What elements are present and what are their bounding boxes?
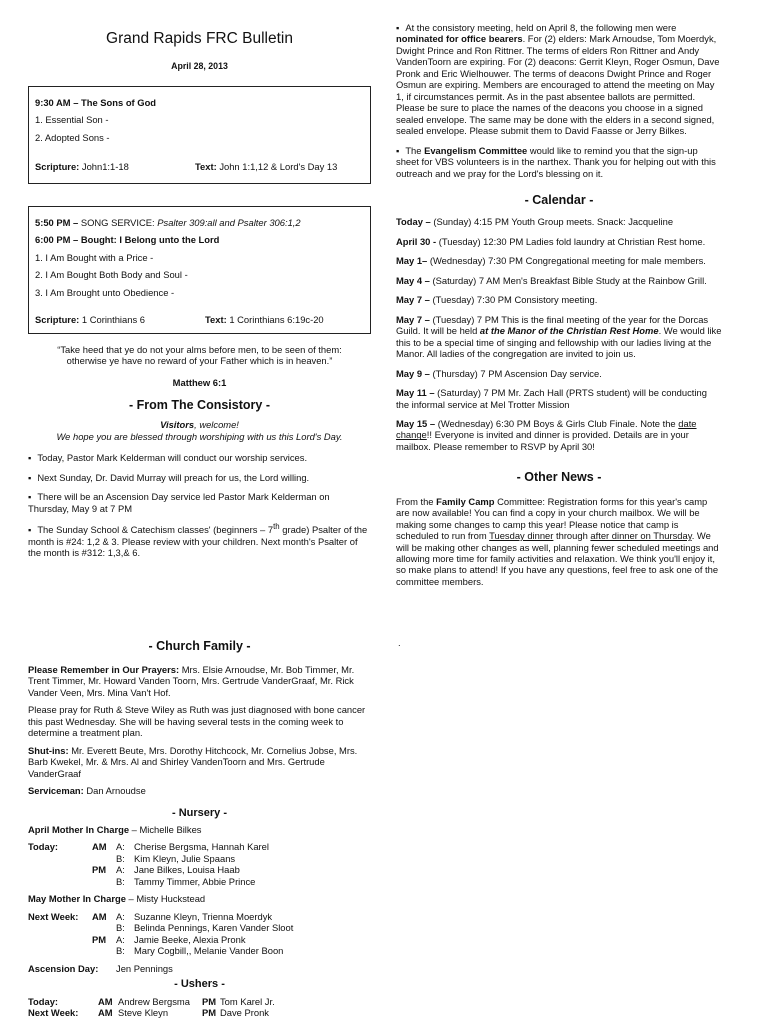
nursery-group: A:: [116, 933, 125, 945]
calendar-text: (Saturday) 7 AM Men's Breakfast Bible Study at the Rainbow Grill.: [429, 274, 707, 286]
nursery-names: Tammy Timmer, Abbie Prince: [134, 875, 256, 887]
scripture-label: Scripture:: [35, 313, 80, 325]
evening-point: 3. I Am Brought unto Obedience -: [35, 286, 175, 298]
evening-scripture: 1 Corinthians 6: [81, 313, 145, 325]
calendar-entry: [396, 418, 722, 452]
office-bearers-intro: At the consistory meeting, held on April 8, the following men were: [405, 22, 677, 33]
usher-name: Andrew Bergsma: [118, 995, 190, 1007]
ushers-shift: AM: [98, 1007, 113, 1018]
calendar-date: May 15 –: [396, 417, 436, 429]
camp-bold: Family Camp: [436, 495, 495, 507]
nursery-next-label: Next Week:: [28, 910, 79, 922]
nursery-names: Suzanne Kleyn, Trienna Moerdyk: [134, 910, 273, 922]
nursery-group: A:: [116, 841, 125, 853]
nursery-names: Belinda Pennings, Karen Vander Sloot: [134, 922, 294, 934]
calendar-entry: [396, 255, 722, 266]
ushers-shift: AM: [98, 995, 113, 1007]
sunday-school-sup: th: [273, 522, 280, 532]
evangelism-item: [396, 145, 722, 179]
shutins-paragraph: [28, 745, 371, 779]
calendar-date: May 9 –: [396, 367, 430, 379]
calendar-date: May 7 –: [396, 313, 430, 325]
calendar-text: (Tuesday) 12:30 PM Ladies fold laundry at Christian Rest home.: [436, 235, 706, 247]
morning-sermon-title: 9:30 AM – The Sons of God: [35, 96, 157, 108]
ruth-paragraph: Please pray for Ruth & Steve Wiley as Ruth was just diagnosed with bone cancer this past Wednesday. She will be having several tests in the coming week to determine a treatment plan.: [28, 704, 366, 739]
evening-point: 2. I Am Bought Both Body and Soul -: [35, 269, 188, 281]
office-bearers-bold: nominated for office bearers: [396, 33, 523, 45]
nursery-heading: - Nursery -: [171, 806, 228, 819]
list-item: ▪ Next Sunday, Dr. David Murray will preach for us, the Lord willing.: [28, 472, 371, 483]
calendar-text-rest: !! Everyone is invited and dinner is provided. Details are in your mailbox. Please remember to RSVP by April 30!: [396, 429, 689, 452]
scripture-label: Scripture:: [35, 161, 80, 173]
calendar-text: (Saturday) 7 PM Mr. Zach Hall (PRTS student) will be conducting the informal service at Mel Trotter Mission: [396, 387, 707, 410]
visitors-line: [28, 419, 371, 430]
evening-text: 1 Corinthians 6:19c-20: [229, 313, 324, 325]
morning-scripture: John1:1-18: [81, 161, 129, 173]
evening-sermon-title: 6:00 PM – Bought: I Belong unto the Lord: [35, 234, 220, 246]
visitors-welcome: , welcome!: [194, 419, 239, 431]
camp-underline: Tuesday dinner: [489, 530, 554, 542]
consistory-heading: - From The Consistory -: [129, 398, 270, 413]
nursery-shift: PM: [92, 864, 107, 876]
calendar-entry: [396, 314, 722, 360]
nursery-group: B:: [116, 852, 125, 864]
nursery-shift: [92, 876, 116, 887]
list-item: [28, 522, 371, 559]
evangelism-intro: The: [405, 144, 425, 156]
camp-text: . We will be making other changes as well, planning fewer scheduled meetings and allowing more time for family activities and relaxation. We think you'll enjoy it, so make plans to attend! If you have any questions, feel free to ask one of the committee members.: [396, 530, 719, 587]
song-time: 5:50 PM –: [35, 216, 79, 228]
nursery-names: Kim Kleyn, Julie Spaans: [134, 852, 236, 864]
bulletin-title: Grand Rapids FRC Bulletin: [106, 30, 293, 47]
nursery-shift: [92, 945, 116, 956]
evangelism-body: would like to remind you that the sign-up sheet for VBS volunteers is in the narthex. Thank you for helping out with this outreach and we pray for the Lord's blessing on it.: [396, 144, 716, 179]
text-label: Text:: [195, 161, 217, 173]
calendar-text: (Sunday) 4:15 PM Youth Group meets. Snack: Jacqueline: [430, 216, 674, 228]
morning-point: 2. Adopted Sons -: [35, 131, 110, 143]
nursery-shift: PM: [92, 933, 107, 945]
usher-name: Steve Kleyn: [118, 1007, 169, 1018]
evening-scripture-row: [35, 314, 364, 325]
consistory-list: [28, 452, 371, 558]
calendar-entry: [396, 294, 722, 305]
nursery-shift: [92, 853, 116, 864]
camp-text: through: [553, 530, 591, 542]
calendar-entry: [396, 275, 722, 286]
calendar-list: [396, 216, 722, 452]
prayers-label: Please Remember in Our Prayers:: [28, 663, 180, 675]
calendar-text: (Wednesday) 6:30 PM Boys & Girls Club Finale. Note the: [435, 417, 679, 429]
song-label: SONG SERVICE:: [80, 216, 155, 228]
verse-reference: Matthew 6:1: [172, 376, 227, 388]
serviceman-label: Serviceman:: [28, 785, 84, 797]
song-psalters: Psalter 309:all and Psalter 306:1,2: [157, 216, 301, 228]
camp-text: From the: [396, 495, 437, 507]
morning-scripture-row: [35, 161, 364, 172]
shutins-label: Shut-ins:: [28, 744, 69, 756]
list-item: ▪ There will be an Ascension Day service led Pastor Mark Kelderman on Thursday, May 9 at 7 PM: [28, 491, 371, 514]
sunday-school-text: The Sunday School & Catechism classes' (beginners – 7: [37, 524, 274, 536]
ascension-nursery-line: [28, 963, 371, 974]
nursery-group: A:: [116, 864, 125, 876]
calendar-text: (Thursday) 7 PM Ascension Day service.: [429, 367, 602, 379]
calendar-emphasis: at the Manor of the Christian Rest Home: [479, 325, 659, 337]
stray-mark: .: [398, 637, 401, 648]
ushers-grid: [28, 996, 371, 1019]
nursery-names: Cherise Bergsma, Hannah Karel: [134, 841, 269, 853]
family-camp-paragraph: [396, 496, 722, 588]
calendar-underline: date change: [396, 417, 697, 441]
right-bullets: [396, 22, 722, 179]
calendar-text: (Wednesday) 7:30 PM Congregational meeting for male members.: [427, 255, 706, 267]
left-column: [28, 24, 371, 1018]
ascension-nursery: Jen Pennings: [116, 962, 173, 974]
calendar-entry: [396, 387, 722, 410]
serviceman-paragraph: [28, 785, 371, 796]
usher-name: Dave Pronk: [220, 1007, 269, 1018]
may-mother-label: May Mother In Charge: [28, 893, 126, 905]
calendar-date: May 4 –: [396, 274, 430, 286]
calendar-date: April 30 -: [396, 235, 437, 247]
ushers-shift: PM: [202, 1007, 217, 1018]
nursery-group: B:: [116, 875, 125, 887]
may-mother-line: [28, 893, 371, 904]
camp-underline: after dinner on Thursday: [590, 530, 692, 542]
morning-point: 1. Essential Son -: [35, 114, 109, 126]
evangelism-bold: Evangelism Committee: [424, 144, 528, 156]
usher-name: Tom Karel Jr.: [220, 995, 275, 1007]
ushers-day: Today:: [28, 995, 59, 1007]
nursery-group: A:: [116, 910, 125, 922]
nursery-names: Jamie Beeke, Alexia Pronk: [134, 933, 246, 945]
prayers-paragraph: [28, 664, 371, 698]
calendar-entry: [396, 368, 722, 379]
calendar-text: (Tuesday) 7 PM This is the final meeting of the year for the Dorcas Guild. It will be held: [396, 313, 709, 337]
nursery-names: Mary Cogbill,, Melanie Vander Boon: [134, 945, 284, 957]
april-mother: – Michelle Bilkes: [129, 823, 202, 835]
serviceman-text: Dan Arnoudse: [83, 785, 146, 797]
calendar-entry: [396, 236, 722, 247]
april-mother-label: April Mother In Charge: [28, 823, 130, 835]
visitors-label: Visitors: [160, 419, 195, 431]
sunday-school-text-rest: grade) Psalter of the month is #24: 1,2 & 3. Please review with your children. Next month's Psalter of the month is #312: 1,3,& 6.: [28, 524, 368, 559]
calendar-text: (Tuesday) 7:30 PM Consistory meeting.: [429, 294, 598, 306]
ascension-label: Ascension Day:: [28, 962, 99, 974]
other-news-heading: - Other News -: [516, 470, 602, 485]
calendar-date: Today –: [396, 216, 431, 228]
verse-quote: “Take heed that ye do not your alms before men, to be seen of them: otherwise ye have no reward of your Father which is in heaven.”: [57, 343, 342, 367]
nursery-group: B:: [116, 945, 125, 957]
nursery-names: Jane Bilkes, Louisa Haab: [134, 864, 240, 876]
evening-service-box: [28, 206, 371, 334]
camp-text: Committee: Registration forms for this year's camp are now available! You can find a copy in your church mailbox. We will be making some changes to camp this year! Please notice that camp is scheduled to run from: [396, 495, 708, 542]
ushers-shift: PM: [202, 995, 217, 1007]
list-item: ▪ Today, Pastor Mark Kelderman will conduct our worship services.: [28, 452, 371, 463]
nursery-group: B:: [116, 922, 125, 934]
nursery-shift: AM: [92, 841, 107, 853]
calendar-date: May 11 –: [396, 387, 435, 399]
office-bearers-item: [396, 22, 722, 137]
calendar-date: May 1–: [396, 255, 428, 267]
bulletin-date: April 28, 2013: [171, 60, 228, 71]
may-mother: – Misty Huckstead: [125, 893, 206, 905]
nursery-next-grid: [28, 911, 371, 957]
nursery-today-label: Today:: [28, 841, 59, 853]
april-mother-line: [28, 824, 371, 835]
ushers-day: Next Week:: [28, 1007, 79, 1018]
calendar-entry: [396, 216, 722, 227]
song-service-line: [35, 217, 364, 228]
shutins-text: Mr. Everett Beute, Mrs. Dorothy Hitchcock, Mr. Cornelius Jobse, Mrs. Barb Kwekel, Mr. & Mrs. Al and Shirley VandenToorn and Mrs. Gertrude VanderGraaf: [28, 744, 358, 779]
morning-service-box: [28, 86, 371, 184]
calendar-heading: - Calendar -: [524, 193, 594, 208]
morning-text: John 1:1,12 & Lord's Day 13: [219, 161, 338, 173]
prayers-text: Mrs. Elsie Arnoudse, Mr. Bob Timmer, Mr. Trent Timmer, Mr. Howard Vanden Toorn, Mrs. Gertrude VanderGraaf, Mr. Rick Vander Veen, Mrs. Mina Van't Hof.: [28, 663, 355, 698]
nursery-today-grid: [28, 841, 371, 887]
nursery-shift: AM: [92, 910, 107, 922]
ushers-heading: - Ushers -: [174, 978, 225, 991]
right-column: [396, 22, 722, 593]
office-bearers-body: . For (2) elders: Mark Arnoudse, Tom Moerdyk, Dwight Prince and Ron Rittner. The terms of elders Ron Rittner and Andy VandenToorn are expiring. For (2) deacons: Gerrit Kleyn, Roger Osmun, Dave Pronk and Eric Wielhouwer. The terms of deacons Dwight Prince and Roger Osmun are expiring. Members are encouraged to attend the meeting on May 1, if circumstances permit. As in the past absentee ballots are permitted. Please be sure to place the names of the deacons you choose in a signed sealed envelope. The same may be done with the elders in a second signed, sealed envelope. Please submit them to David Faasse or Jerry Bilkes.: [396, 33, 720, 137]
visitors-hope: We hope you are blessed through worshiping with us this Lord's Day.: [56, 430, 343, 442]
church-family-heading: - Church Family -: [148, 638, 251, 653]
nursery-shift: [92, 922, 116, 933]
calendar-date: May 7 –: [396, 294, 430, 306]
calendar-text-rest: . We would like this to be a special time of singing and fellowship with our ladies living at the Manor. All ladies of the congregation are invited to join us.: [396, 325, 722, 360]
evening-point: 1. I Am Bought with a Price -: [35, 251, 154, 263]
text-label: Text:: [205, 313, 227, 325]
